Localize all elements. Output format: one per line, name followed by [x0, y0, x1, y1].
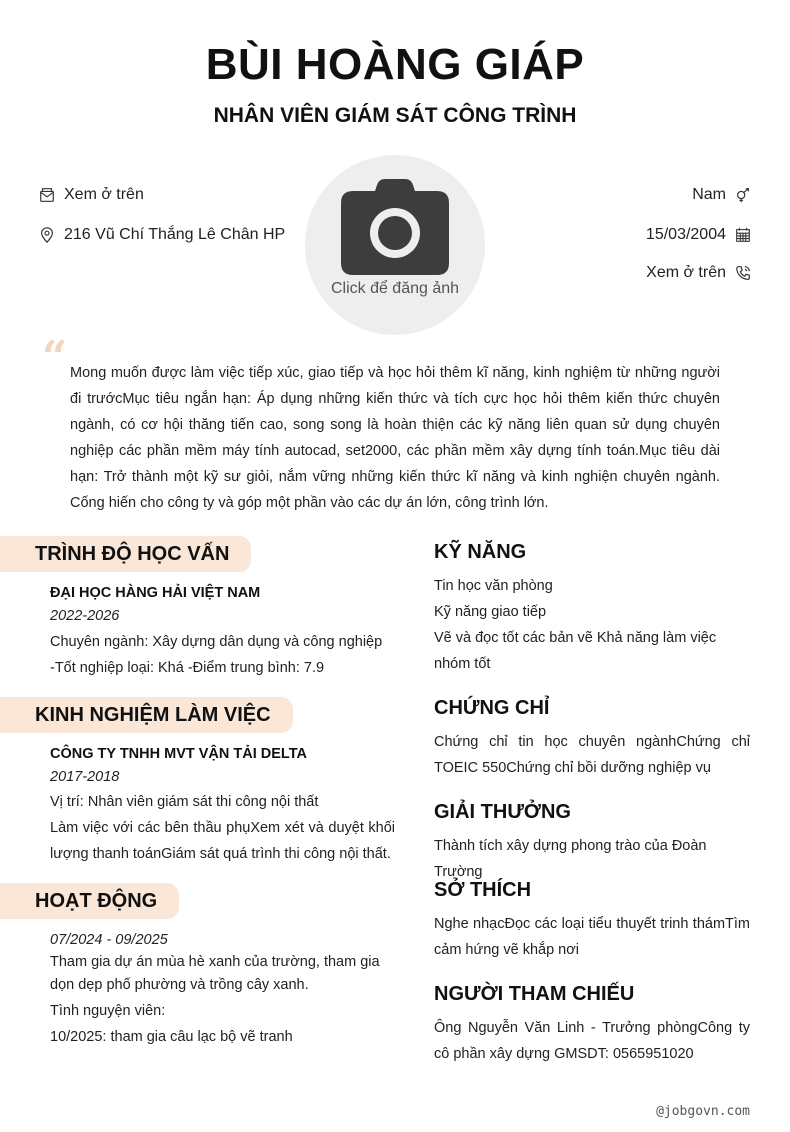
phone-value: Xem ở trên	[646, 264, 726, 281]
location-icon	[38, 226, 56, 244]
skill-item: Tin học văn phòng	[434, 578, 553, 594]
skills-heading: KỸ NĂNG	[434, 541, 527, 563]
references-text: Ông Nguyễn Văn Linh - Trưởng phòngCông ty cô phần xây dựng GMSDT: 0565951020	[434, 1020, 750, 1062]
education-period: 2022-2026	[50, 608, 120, 624]
education-school: ĐẠI HỌC HÀNG HẢI VIỆT NAM	[50, 585, 261, 601]
experience-description: Làm việc với các bên thầu phụXem xét và duyệt khối lượng thanh toánGiám sát quá trình thi công nội thất.	[50, 820, 395, 862]
hobbies-text: Nghe nhạcĐọc các loại tiểu thuyết trinh thámTìm cảm hứng vẽ khắp nơi	[434, 916, 750, 958]
awards-heading: GIẢI THƯỞNG	[434, 801, 571, 823]
skill-item: Kỹ năng giao tiếp	[434, 604, 547, 620]
education-heading: TRÌNH ĐỘ HỌC VẤN	[0, 536, 251, 572]
activities-line-3: 10/2025: tham gia câu lạc bộ vẽ tranh	[50, 1029, 293, 1045]
contact-gender	[692, 186, 752, 204]
quote-icon: “	[42, 332, 68, 383]
calendar-icon	[734, 226, 752, 244]
certificates-text: Chứng chỉ tin học chuyên ngànhChứng chỉ TOEIC 550Chứng chỉ bồi dưỡng nghiệp vụ	[434, 734, 750, 776]
experience-heading: KINH NGHIỆM LÀM VIỆC	[0, 697, 293, 733]
email-icon	[38, 186, 56, 204]
contact-birthdate	[646, 226, 752, 244]
references-heading: NGƯỜI THAM CHIẾU	[434, 983, 635, 1005]
gender-value: Nam	[692, 186, 726, 203]
contact-phone	[646, 264, 752, 282]
footer-watermark: @jobgovn.com	[656, 1104, 750, 1119]
birthdate-value: 15/03/2004	[645, 226, 726, 243]
activities-heading: HOẠT ĐỘNG	[0, 883, 179, 919]
skill-item: Vẽ và đọc tốt các bản vẽ Khả năng làm việc nhóm tốt	[434, 630, 717, 672]
activities-line-2: Tình nguyện viên:	[50, 1003, 166, 1019]
experience-company: CÔNG TY TNHH MVT VẬN TẢI DELTA	[50, 746, 307, 762]
gender-icon	[734, 186, 752, 204]
awards-text: Thành tích xây dựng phong trào của Đoàn Trường	[434, 838, 707, 880]
photo-upload[interactable]	[305, 155, 485, 335]
email-value: Xem ở trên	[64, 186, 144, 203]
experience-period: 2017-2018	[50, 769, 120, 785]
activities-line-1: Tham gia dự án mùa hè xanh của trường, tham gia dọn dẹp phố phường và trồng cây xanh.	[50, 954, 380, 993]
contact-email	[38, 186, 144, 204]
career-objective: Mong muốn được làm việc tiếp xúc, giao tiếp và học hỏi thêm kĩ năng, kinh nghiệm từ những người đi trướcMục tiêu ngắn hạn: Áp dụng những kiến thức và tích cực học hỏi thêm kiến thức chuyên ngành, có cơ hội thăng tiến cao, song song là hoàn thiện các kỹ năng liên quan sử dụng chuyên nghiệp các phần mềm máy tính autocad, set2000, các phần mềm xây dựng tính toán.Mục tiêu dài hạn: Trở thành một kỹ sư giỏi, nắm vững những kiến thức kĩ năng và kinh nghiện chuyên ngành. Cống hiến cho công ty và góp một phần vào các dự án lớn, công trình lớn.	[70, 365, 720, 511]
experience-position: Vị trí: Nhân viên giám sát thi công nội thất	[50, 794, 319, 810]
activities-period: 07/2024 - 09/2025	[50, 932, 168, 948]
contact-address	[38, 226, 285, 244]
candidate-name: BÙI HOÀNG GIÁP	[205, 40, 585, 89]
hobbies-heading: SỞ THÍCH	[434, 879, 532, 901]
address-value: 216 Vũ Chí Thắng Lê Chân HP	[64, 226, 286, 243]
education-grade: -Tốt nghiệp loại: Khá -Điểm trung bình: 7.9	[50, 660, 325, 676]
phone-icon	[734, 264, 752, 282]
photo-caption: Click để đăng ảnh	[330, 280, 460, 297]
education-major: Chuyên ngành: Xây dựng dân dụng và công nghiệp	[50, 634, 383, 650]
camera-icon	[341, 179, 449, 275]
job-title: NHÂN VIÊN GIÁM SÁT CÔNG TRÌNH	[213, 104, 577, 127]
certificates-heading: CHỨNG CHỈ	[434, 697, 550, 719]
